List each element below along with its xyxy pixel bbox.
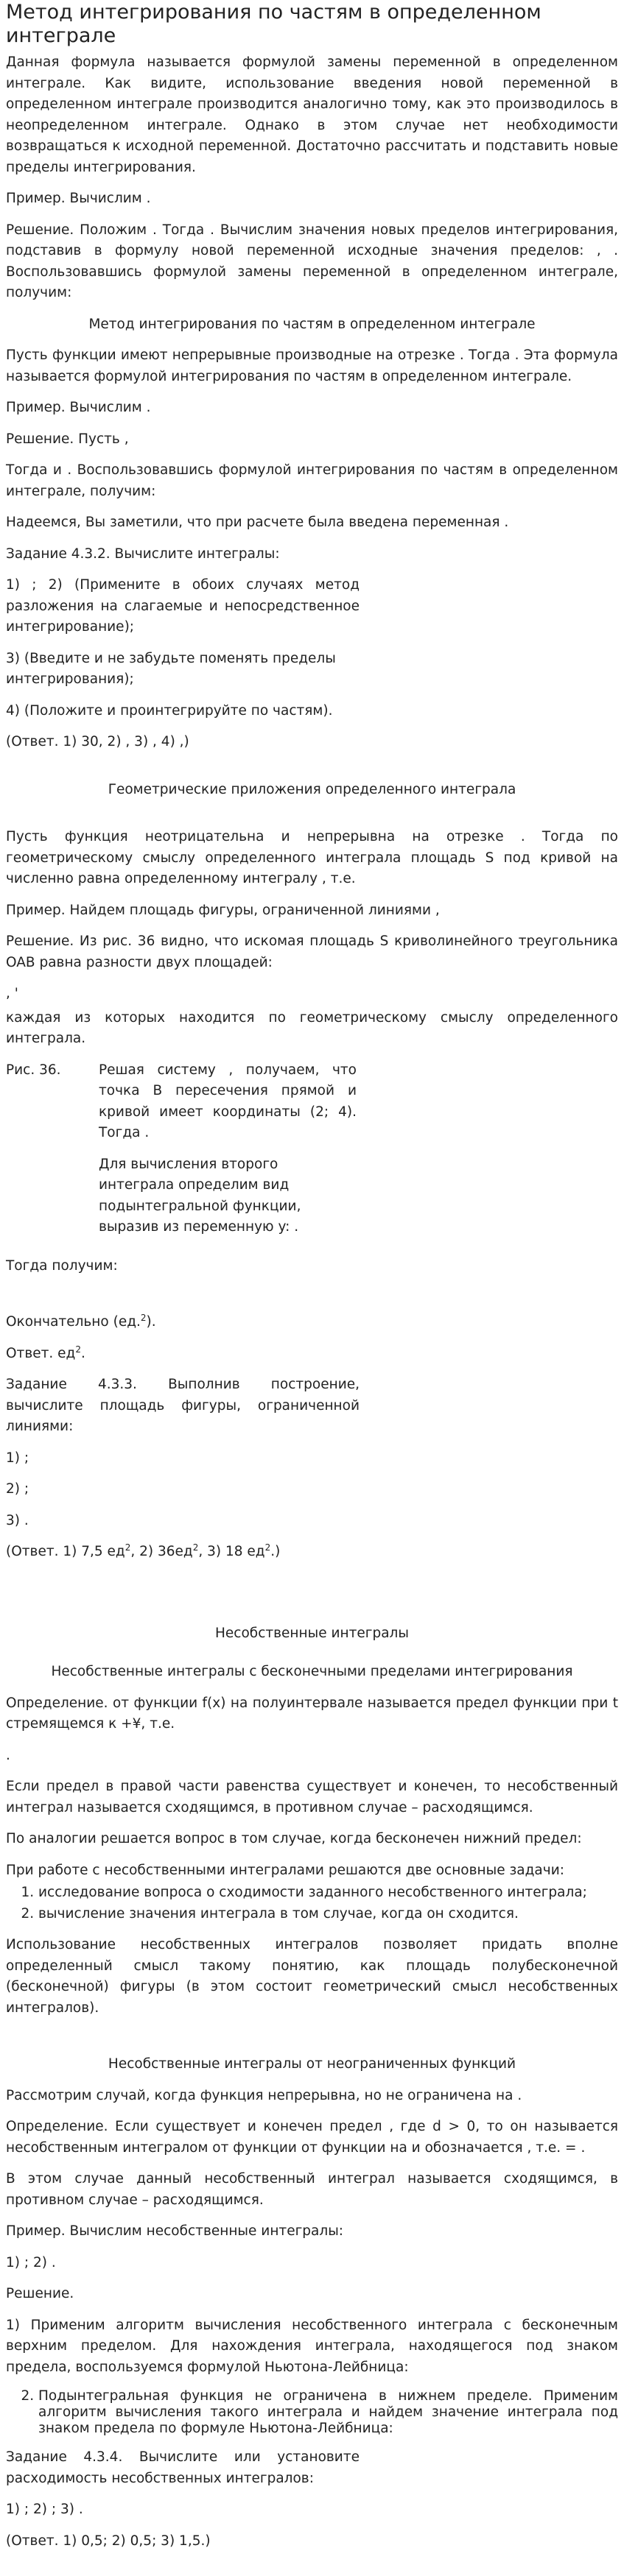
page-title: Метод интегрирования по частям в определенном интеграле [6, 1, 541, 47]
task-4-3-4-title: Задание 4.3.4. Вычислите или установите расходимость несобственных интегралов: [6, 2449, 360, 2486]
comma-line: , ' [6, 986, 18, 1001]
answer-3-end: . [80, 1345, 85, 1361]
task-4-3-4 [6, 2447, 360, 2489]
answer-3 [6, 1344, 618, 1365]
ans-sup-1: 2 [125, 1542, 131, 1553]
consider-case: Рассмотрим случай, когда функция непрерывна, но не ограничена на . [6, 2087, 522, 2103]
finally-end: ). [146, 1314, 156, 1330]
ans-sup-3: 2 [264, 1542, 271, 1553]
task-4-3-3 [6, 1375, 360, 1438]
geom-definition: Пусть функция неотрицательна и непрерывна на отрезке . Тогда по геометрическому смыслу определенного интеграла площадь S под кривой на численно равна определенному интегралу , т.е. [6, 829, 618, 886]
finally-line [6, 1312, 618, 1333]
task-4-3-2-line2: 3) (Введите и не забудьте поменять пределы интегрирования); [6, 650, 336, 687]
task-4-3-3-item2: 2) ; [6, 1481, 29, 1497]
if-limit: Если предел в правой части равенства существует и конечен, то несобственный интеграл называется сходящимся, в противном случае – расходящимся. [6, 1779, 618, 1815]
then-2: Тогда и . Воспользовавшись формулой интегрирования по частям в определенном интеграле, получим: [6, 462, 618, 499]
heading-geometric-applications: Геометрические приложения определенного интеграла [108, 781, 516, 797]
note-2: Надеемся, Вы заметили, что при расчете была введена переменная . [6, 515, 509, 530]
parts-definition: Пусть функции имеют непрерывные производные на отрезке . Тогда . Эта формула называется формулой интегрирования по частям в определенном интеграле. [6, 347, 618, 384]
heading-improper-integrals: Несобственные интегралы [215, 1625, 409, 1641]
heading-infinite-limits: Несобственные интегралы с бесконечными пределами интегрирования [51, 1664, 573, 1679]
figure-text-1: Решая систему , получаем, что точка В пересечения прямой и кривой имеет координаты (2; 4). Тогда . [99, 1062, 357, 1140]
usage-paragraph: Использование несобственных интегралов позволяет придать вполне определенный смысл такому понятию, как площадь полубесконечной (бесконечной) фигуры (в этом состоит геометрический смысл несобственных интегралов). [6, 1937, 618, 2016]
figure-36-text [99, 1060, 357, 1249]
list-item: 1. исследование вопроса о сходимости заданного несобственного интеграла; [38, 1882, 618, 1904]
task-4-3-2-title: Задание 4.3.2. Вычислите интегралы: [6, 546, 280, 562]
tasks-list [6, 1882, 618, 1924]
task-4-3-4-items: 1) ; 2) ; 3) . [6, 2502, 83, 2517]
example-2: Пример. Вычислим . [6, 400, 151, 415]
finally-text: Окончательно (ед. [6, 1314, 141, 1330]
example-4-items: 1) ; 2) . [6, 2254, 56, 2270]
two-main-tasks: При работе с несобственными интегралами решаются две основные задачи: [6, 1862, 564, 1878]
solution-4: Решение. [6, 2286, 74, 2301]
heading-unbounded-functions: Несобственные интегралы от неограниченных функций [108, 2056, 516, 2072]
step-2-list [6, 2388, 618, 2437]
ans-part-d: .) [270, 1544, 281, 1559]
task-4-3-2-answer: (Ответ. 1) 30, 2) , 3) , 4) ,) [6, 734, 189, 749]
task-4-3-3-answer [6, 1542, 618, 1563]
analog-lower-limit: По аналогии решается вопрос в том случае, когда бесконечен нижний предел: [6, 1831, 582, 1846]
task-4-3-3-title: Задание 4.3.3. Выполнив построение, вычислите площадь фигуры, ограниченной линиями: [6, 1377, 360, 1434]
task-4-3-3-item3: 3) . [6, 1512, 29, 1528]
task-4-3-4-answer: (Ответ. 1) 0,5; 2) 0,5; 3) 1,5.) [6, 2533, 211, 2549]
answer-3-text: Ответ. ед [6, 1345, 76, 1361]
list-item: 2. вычисление значения интеграла в том случае, когда он сходится. [38, 1904, 618, 1925]
intro-paragraph: Данная формула называется формулой замены переменной в определенном интеграле. Как видите, использование введения новой переменной в определенном интеграле производится аналогично тому, как это производилось в неопределенном интеграле. Однако в этом случае нет необходимости возвращаться к исходной переменной. Достаточно рассчитать и подставить новые пределы интегрирования. [6, 54, 618, 175]
dot-line: . [6, 1747, 10, 1763]
heading-integration-by-parts: Метод интегрирования по частям в определенном интеграле [88, 316, 536, 332]
figure-36-block [6, 1060, 618, 1249]
list-item: 2. Подынтегральная функция не ограничена в нижнем пределе. Применим алгоритм вычисления такого интеграла и найдем значение интеграла под знаком предела по формуле Ньютона-Лейбница: [38, 2388, 618, 2437]
step-1: 1) Применим алгоритм вычисления несобственного интеграла с бесконечным верхним пределом. Для нахождения интеграла, находящегося под знаком предела, воспользуемся формулой Ньютона-Лейбница: [6, 2317, 618, 2375]
example-1: Пример. Вычислим . [6, 191, 151, 206]
example-3: Пример. Найдем площадь фигуры, ограниченной линиями , [6, 902, 440, 918]
task-4-3-2-line3: 4) (Положите и проинтегрируйте по частям). [6, 702, 333, 719]
solution-3: Решение. Из рис. 36 видно, что искомая площадь S криволинейного треугольника OAB равна разности двух площадей: [6, 934, 618, 970]
answer-3-sup: 2 [75, 1344, 81, 1355]
converge-paragraph: В этом случае данный несобственный интеграл называется сходящимся, в противном случае – расходящимся. [6, 2171, 618, 2208]
solution-1: Решение. Положим . Тогда . Вычислим значения новых пределов интегрирования, подставив в формулу новой переменной исходные значения пределов: , . Воспользовавшись формулой замены переменной в определенном интеграле, получим: [6, 222, 618, 300]
task-4-3-2-line1: 1) ; 2) (Примените в обоих случаях метод разложения на слагаемые и непосредственное интегрирование); [6, 577, 360, 635]
ans-part-a: (Ответ. 1) 7,5 ед [6, 1544, 125, 1559]
ans-sup-2: 2 [192, 1542, 199, 1553]
task-4-3-3-item1: 1) ; [6, 1450, 29, 1466]
example-4: Пример. Вычислим несобственные интегралы: [6, 2223, 344, 2239]
each-line: каждая из которых находится по геометрическому смыслу определенного интеграла. [6, 1009, 618, 1046]
task-4-3-2 [6, 575, 360, 691]
then-3: Тогда получим: [6, 1257, 118, 1274]
ans-part-c: , 3) 18 ед [198, 1544, 265, 1559]
figure-text-2: Для вычисления второго интеграла определим вид подынтегральной функции, выразив из переменную y: . [99, 1156, 301, 1235]
def-infinite: Определение. от функции f(x) на полуинтервале называется предел функции при t стремящемся к +¥, т.е. [6, 1695, 618, 1732]
ans-part-b: , 2) 36ед [130, 1544, 193, 1559]
finally-sup: 2 [140, 1312, 147, 1323]
document [0, 1, 624, 2552]
solution-2: Решение. Пусть , [6, 431, 129, 447]
figure-36-label: Рис. 36. [6, 1062, 61, 1078]
def-unbounded: Определение. Если существует и конечен предел , где d > 0, то он называется несобственным интегралом от функции от функции на и обозначается , т.е. = . [6, 2119, 618, 2156]
